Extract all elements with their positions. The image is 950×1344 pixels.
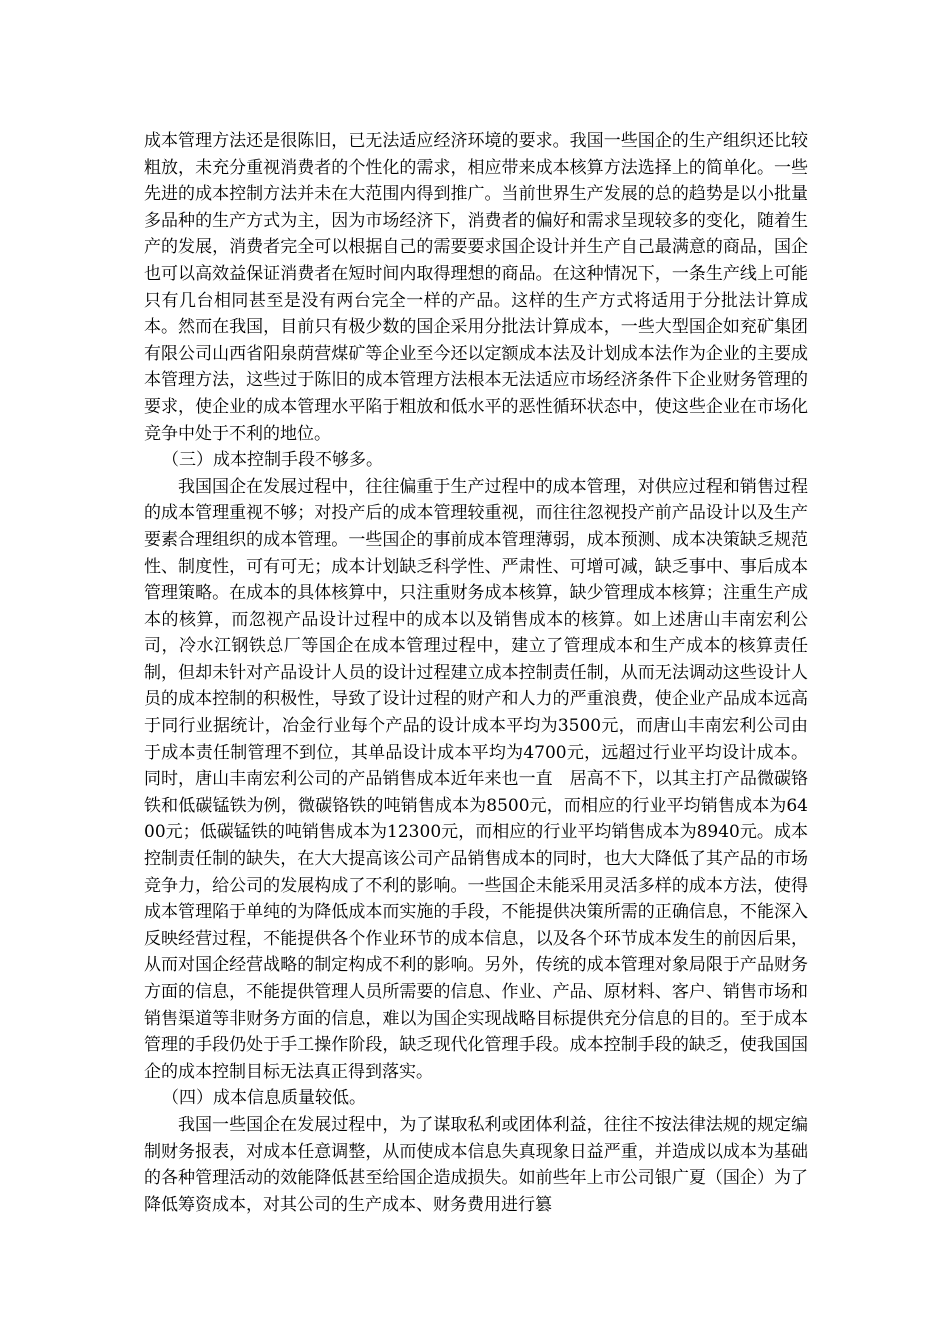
body-paragraph-continued: 成本管理方法还是很陈旧，已无法适应经济环境的要求。我国一些国企的生产组织还比较粗放，未充分重视消费者的个性化的需求，相应带来成本核算方法选择上的简单化。一些先进的成本控制方法并未在大范围内得到推广。当前世界生产发展的总的趋势是以小批量多品种的生产方式为主，因为市场经济下，消费者的偏好和需求呈现较多的变化，随着生产的发展，消费者完全可以根据自己的需要要求国企设计并生产自己最满意的商品，国企也可以高效益保证消费者在短时间内取得理想的商品。在这种情况下，一条生产线上可能只有几台相同甚至是没有两台完全一样的产品。这样的生产方式将适用于分批法计算成本。然而在我国，目前只有极少数的国企采用分批法计算成本，一些大型国企如兖矿集团有限公司山西省阳泉荫营煤矿等企业至今还以定额成本法及计划成本法作为企业的主要成本管理方法，这些过于陈旧的成本管理方法根本无法适应市场经济条件下企业财务管理的要求，使企业的成本管理水平陷于粗放和低水平的恶性循环状态中，使这些企业在市场化竞争中处于不利的地位。 [144,131,808,444]
document-page [144,128,808,1218]
body-paragraph-cost-control: 我国国企在发展过程中，往往偏重于生产过程中的成本管理，对供应过程和销售过程的成本管理重视不够；对投产后的成本管理较重视，而往往忽视投产前产品设计以及生产要素合理组织的成本管理。一些国企的事前成本管理薄弱，成本预测、成本决策缺乏规范性、制度性，可有可无；成本计划缺乏科学性、严肃性、可增可减，缺乏事中、事后成本管理策略。在成本的具体核算中，只注重财务成本核算，缺少管理成本核算；注重生产成本的核算，而忽视产品设计过程中的成本以及销售成本的核算。如上述唐山丰南宏利公司，冷水江钢铁总厂等国企在成本管理过程中，建立了管理成本和生产成本的核算责任制，但却未针对产品设计人员的设计过程建立成本控制责任制，从而无法调动这些设计人员的成本控制的积极性，导致了设计过程的财产和人力的严重浪费，使企业产品成本远高于同行业据统计，冶金行业每个产品的设计成本平均为3500元，而唐山丰南宏利公司由于成本责任制管理不到位，其单品设计成本平均为4700元，远超过行业平均设计成本。同时，唐山丰南宏利公司的产品销售成本近年来也一直 居高不下，以其主打产品微碳铬铁和低碳锰铁为例，微碳铬铁的吨销售成本为8500元，而相应的行业平均销售成本为6400元；低碳锰铁的吨销售成本为12300元，而相应的行业平均销售成本为8940元。成本控制责任制的缺失，在大大提高该公司产品销售成本的同时，也大大降低了其产品的市场竞争力，给公司的发展构成了不利的影响。一些国企未能采用灵活多样的成本方法，使得成本管理陷于单纯的为降低成本而实施的手段，不能提供决策所需的正确信息，不能深入反映经营过程，不能提供各个作业环节的成本信息，以及各个环节成本发生的前因后果，从而对国企经营战略的制定构成不利的影响。另外，传统的成本管理对象局限于产品财务方面的信息，不能提供管理人员所需要的信息、作业、产品、原材料、客户、销售市场和销售渠道等非财务方面的信息，难以为国企实现战略目标提供充分信息的目的。至于成本管理的手段仍处于手工操作阶段，缺乏现代化管理手段。成本控制手段的缺乏，使我国国企的成本控制目标无法真正得到落实。 [144,476,808,1082]
section-heading-4: （四）成本信息质量较低。 [162,1088,366,1109]
section-heading-3: （三）成本控制手段不够多。 [162,450,383,471]
body-paragraph-cost-information: 我国一些国企在发展过程中，为了谋取私利或团体利益，往往不按法律法规的规定编制财务报表，对成本任意调整，从而使成本信息失真现象日益严重，并造成以成本为基础的各种管理活动的效能降低甚至给国企造成损失。如前些年上市公司银广夏（国企）为了降低筹资成本，对其公司的生产成本、财务费用进行篡 [144,1114,808,1215]
